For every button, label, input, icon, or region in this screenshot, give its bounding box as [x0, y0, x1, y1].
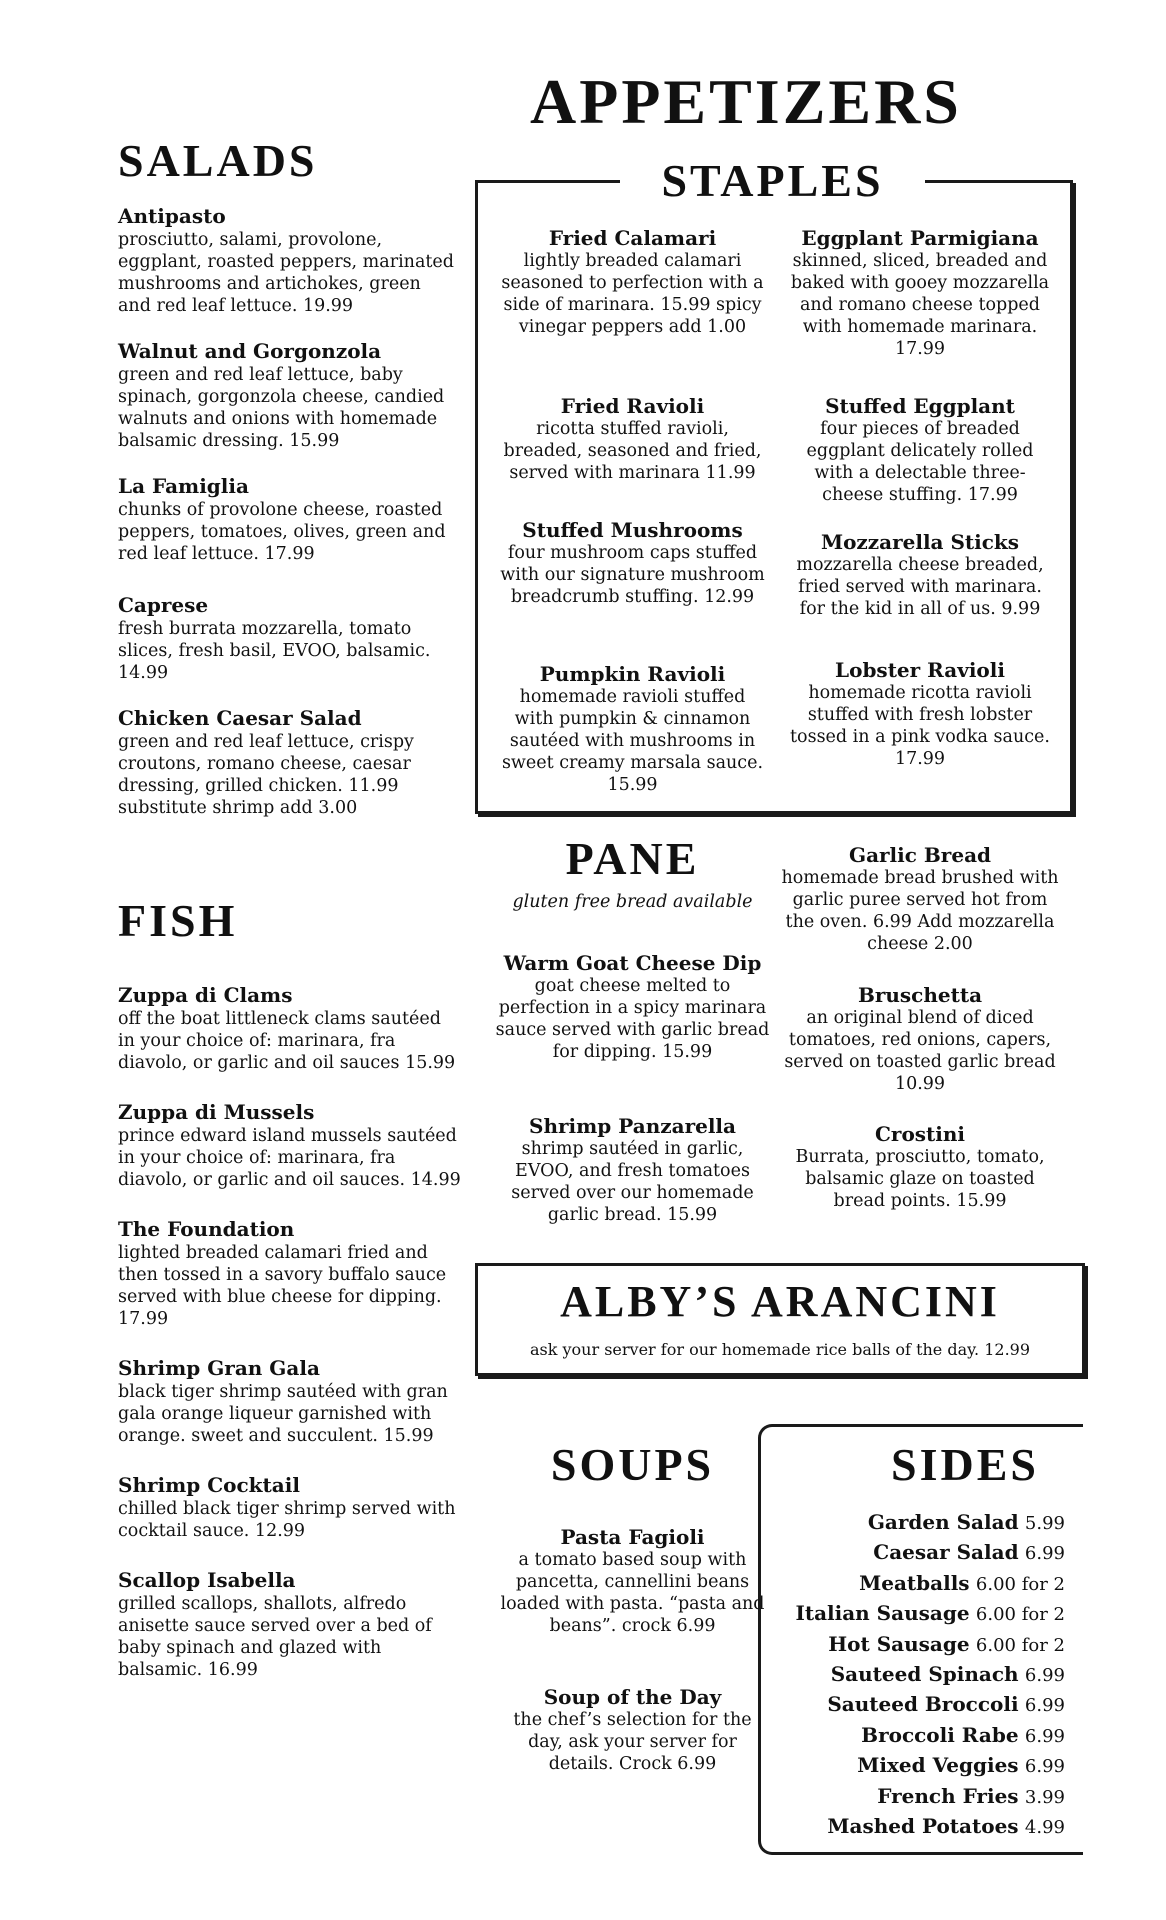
sides-title: SIDES: [891, 1439, 1039, 1490]
item-desc: prosciutto, salami, provolone, eggplant, roasted peppers, marinated mushrooms and artichokes, green and red leaf lettuce. 19.99: [118, 230, 454, 316]
item-name: Zuppa di Mussels: [118, 1100, 315, 1124]
side-price: 5.99: [1024, 1513, 1065, 1534]
item-desc: goat cheese melted to perfection in a spicy marinara sauce served with garlic bread for dipping. 15.99: [495, 976, 770, 1062]
item-desc: homemade ravioli stuffed with pumpkin & cinnamon sautéed with mushrooms in sweet creamy marsala sauce. 15.99: [501, 687, 764, 795]
side-item: [770, 1690, 1065, 1720]
item-desc: the chef’s selection for the day, ask your server for details. Crock 6.99: [513, 1710, 752, 1774]
fish-title: FISH: [118, 895, 238, 946]
menu-item: [118, 339, 458, 452]
staples-left-item: [500, 226, 765, 338]
side-price: 6.00 for 2: [975, 1573, 1065, 1595]
item-name: Stuffed Mushrooms: [522, 518, 743, 542]
side-name: Hot Sausage: [828, 1631, 970, 1656]
side-price: 6.00 for 2: [975, 1634, 1065, 1656]
pane-title: PANE: [565, 833, 700, 884]
item-desc: ricotta stuffed ravioli, breaded, seasoned and fried, served with marinara 11.99: [503, 419, 762, 483]
staples-right-item: [790, 658, 1050, 770]
item-desc: shrimp sautéed in garlic, EVOO, and fresh tomatoes served over our homemade garlic bread. 15.99: [511, 1139, 754, 1225]
item-desc: green and red leaf lettuce, baby spinach, gorgonzola cheese, candied walnuts and onions with homemade balsamic dressing. 15.99: [118, 365, 445, 451]
item-desc: grilled scallops, shallots, alfredo anisette sauce served over a bed of baby spinach and glazed with balsamic. 16.99: [118, 1594, 432, 1680]
pane-left-item: [495, 1114, 770, 1226]
pane-note: gluten free bread available: [512, 892, 753, 912]
side-name: Mixed Veggies: [857, 1753, 1019, 1778]
sides-list: [770, 1508, 1065, 1842]
item-desc: Burrata, prosciutto, tomato, balsamic glaze on toasted bread points. 15.99: [795, 1147, 1045, 1211]
item-desc: four pieces of breaded eggplant delicately rolled with a delectable three-cheese stuffing. 17.99: [806, 419, 1034, 505]
side-name: Sauteed Broccoli: [827, 1692, 1019, 1717]
menu-item: [118, 1473, 463, 1542]
side-item: [770, 1660, 1065, 1690]
menu-item: [118, 593, 458, 684]
arancini-desc: ask your server for our homemade rice balls of the day. 12.99: [529, 1340, 1031, 1359]
side-price: 6.99: [1024, 1543, 1065, 1565]
soup-item: [495, 1685, 770, 1775]
item-name: Shrimp Cocktail: [118, 1473, 300, 1497]
item-desc: green and red leaf lettuce, crispy croutons, romano cheese, caesar dressing, grilled chicken. 11.99 substitute shrimp add 3.00: [118, 732, 414, 818]
item-name: La Famiglia: [118, 474, 249, 498]
side-item: [770, 1721, 1065, 1751]
pane-right-item: [780, 1122, 1060, 1212]
side-item: [770, 1630, 1065, 1660]
item-desc: prince edward island mussels sautéed in your choice of: marinara, fra diavolo, or garlic and oil sauces. 14.99: [118, 1126, 461, 1190]
soups-title: SOUPS: [550, 1439, 715, 1490]
item-name: Shrimp Panzarella: [529, 1114, 736, 1138]
item-name: The Foundation: [118, 1217, 295, 1241]
side-name: Garden Salad: [867, 1510, 1019, 1534]
side-price: 4.99: [1024, 1817, 1065, 1839]
side-price: 3.99: [1024, 1786, 1065, 1808]
staples-right-item: [785, 530, 1055, 620]
arancini-title: ALBY’S ARANCINI: [560, 1277, 1000, 1326]
item-desc: an original blend of diced tomatoes, red onions, capers, served on toasted garlic bread 10.99: [784, 1008, 1056, 1094]
item-name: Mozzarella Sticks: [820, 530, 1020, 554]
staples-left-item: [500, 394, 765, 484]
item-desc: homemade bread brushed with garlic puree served hot from the oven. 6.99 Add mozzarella cheese 2.00: [781, 868, 1059, 954]
appetizers-title: APPETIZERS: [530, 66, 962, 137]
item-name: Caprese: [118, 593, 209, 617]
item-desc: black tiger shrimp sautéed with gran gala orange liqueur garnished with orange. sweet and succulent. 15.99: [118, 1382, 448, 1446]
side-name: Mashed Potatoes: [827, 1814, 1019, 1839]
menu-item: [118, 204, 458, 317]
menu-item: [118, 983, 463, 1074]
menu-item: [118, 1356, 463, 1447]
item-desc: a tomato based soup with pancetta, cannellini beans loaded with pasta. “pasta and beans”. crock 6.99: [500, 1550, 765, 1636]
item-name: Antipasto: [118, 204, 226, 228]
side-name: Italian Sausage: [795, 1601, 970, 1626]
staples-title: STAPLES: [661, 155, 884, 206]
pane-right-item: [780, 843, 1060, 955]
staples-title-wrap: [620, 152, 925, 212]
item-name: Walnut and Gorgonzola: [118, 339, 382, 363]
item-name: Fried Ravioli: [560, 394, 705, 418]
item-name: Bruschetta: [857, 983, 983, 1007]
menu-item: [118, 1100, 463, 1191]
staples-right-item: [790, 394, 1050, 506]
item-name: Fried Calamari: [548, 226, 717, 250]
side-price: 6.99: [1024, 1725, 1065, 1747]
staples-right-item: [785, 226, 1055, 360]
salads-title: SALADS: [118, 135, 318, 186]
item-name: Scallop Isabella: [118, 1568, 296, 1592]
item-desc: off the boat littleneck clams sautéed in your choice of: marinara, fra diavolo, or garlic and oil sauces 15.99: [118, 1009, 456, 1073]
item-name: Shrimp Gran Gala: [118, 1356, 320, 1380]
staples-left-item: [500, 518, 765, 608]
item-desc: chunks of provolone cheese, roasted peppers, tomatoes, olives, green and red leaf lettuce. 17.99: [118, 500, 446, 564]
item-desc: four mushroom caps stuffed with our signature mushroom breadcrumb stuffing. 12.99: [500, 543, 765, 607]
item-desc: mozzarella cheese breaded, fried served with marinara. for the kid in all of us. 9.99: [796, 555, 1044, 619]
side-item: [770, 1751, 1065, 1781]
soup-item: [495, 1525, 770, 1637]
side-item: [770, 1599, 1065, 1629]
item-name: Pasta Fagioli: [560, 1525, 705, 1549]
side-item: [770, 1538, 1065, 1568]
item-desc: homemade ricotta ravioli stuffed with fresh lobster tossed in a pink vodka sauce. 17.99: [790, 683, 1050, 769]
side-item: [770, 1508, 1065, 1538]
item-name: Crostini: [874, 1122, 966, 1146]
side-price: 6.00 for 2: [975, 1604, 1065, 1626]
side-item: [770, 1569, 1065, 1599]
menu-item: [118, 474, 458, 565]
pane-left-item: [490, 951, 775, 1063]
item-desc: skinned, sliced, breaded and baked with gooey mozzarella and romano cheese topped with homemade marinara. 17.99: [790, 251, 1050, 359]
menu-item: [118, 706, 458, 819]
menu-item: [118, 1217, 463, 1330]
item-name: Warm Goat Cheese Dip: [503, 951, 762, 975]
side-name: French Fries: [877, 1783, 1019, 1808]
pane-right-item: [778, 983, 1062, 1095]
item-name: Chicken Caesar Salad: [118, 706, 362, 730]
side-name: Meatballs: [859, 1570, 970, 1595]
side-name: Broccoli Rabe: [861, 1722, 1019, 1747]
item-desc: lightly breaded calamari seasoned to perfection with a side of marinara. 15.99 spicy vinegar peppers add 1.00: [501, 251, 764, 337]
item-name: Eggplant Parmigiana: [801, 226, 1039, 250]
side-price: 6.99: [1024, 1665, 1065, 1687]
salads-list: [118, 204, 458, 845]
item-name: Garlic Bread: [848, 843, 992, 867]
item-desc: chilled black tiger shrimp served with cocktail sauce. 12.99: [118, 1499, 456, 1541]
item-name: Lobster Ravioli: [835, 658, 1005, 682]
arancini-box: [475, 1263, 1085, 1376]
item-name: Pumpkin Ravioli: [539, 662, 726, 686]
side-item: [770, 1782, 1065, 1812]
side-item: [770, 1812, 1065, 1842]
item-name: Zuppa di Clams: [118, 983, 293, 1007]
item-name: Stuffed Eggplant: [825, 394, 1015, 418]
side-price: 6.99: [1024, 1695, 1065, 1717]
side-price: 6.99: [1024, 1756, 1065, 1778]
staples-left-item: [500, 662, 765, 796]
menu-item: [118, 1568, 463, 1681]
item-desc: lighted breaded calamari fried and then tossed in a savory buffalo sauce served with blue cheese for dipping. 17.99: [118, 1243, 447, 1329]
fish-list: [118, 983, 463, 1707]
side-name: Caesar Salad: [873, 1540, 1019, 1565]
item-name: Soup of the Day: [543, 1685, 722, 1709]
item-desc: fresh burrata mozzarella, tomato slices, fresh basil, EVOO, balsamic. 14.99: [118, 619, 431, 683]
side-name: Sauteed Spinach: [830, 1662, 1019, 1687]
